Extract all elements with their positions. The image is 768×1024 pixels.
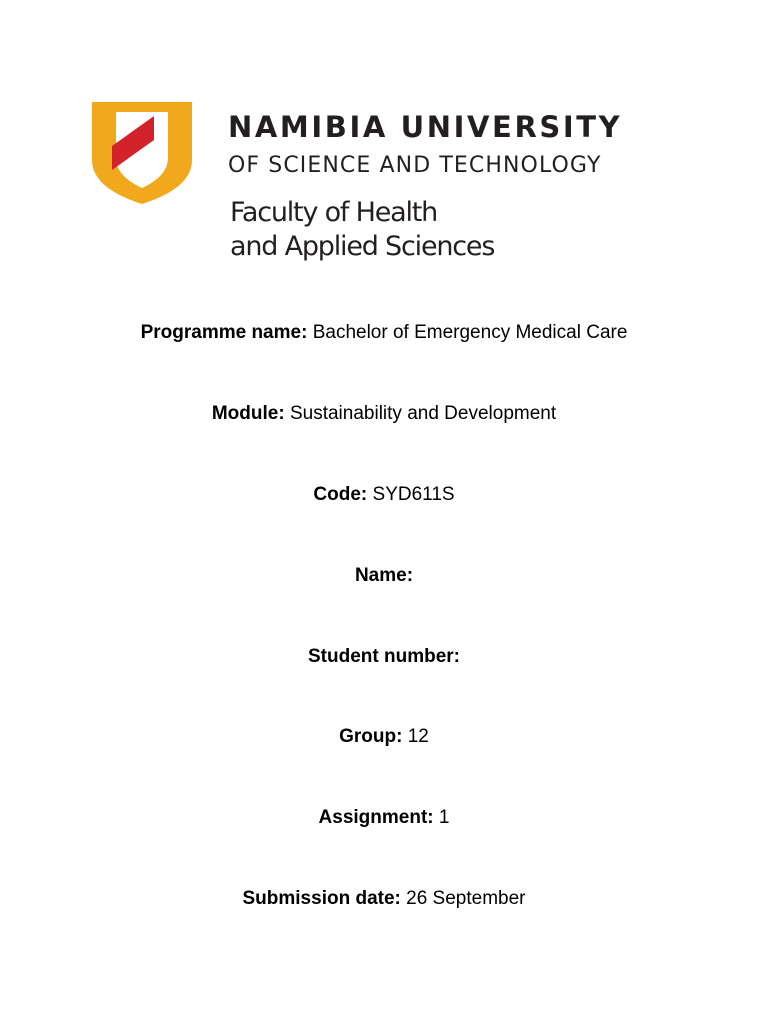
university-shield-logo [90, 96, 194, 204]
submission-date-label: Submission date: [242, 888, 401, 909]
code-label: Code: [313, 484, 368, 505]
module-label: Module: [211, 403, 285, 424]
name-field [0, 565, 768, 587]
assignment-value: 1 [438, 807, 450, 828]
code-field [0, 484, 768, 506]
faculty-line-1: Faculty of Health [230, 197, 438, 228]
faculty-name [230, 196, 494, 264]
submission-date-value: 26 September [406, 888, 526, 909]
shield-outline [92, 102, 192, 204]
group-field [0, 726, 768, 748]
university-name: NAMIBIA UNIVERSITY [228, 110, 623, 144]
programme-name-field [0, 322, 768, 344]
code-value: SYD611S [372, 484, 455, 505]
assignment-field [0, 807, 768, 829]
module-field [0, 403, 768, 425]
student-number-field [0, 646, 768, 668]
group-value: 12 [407, 726, 429, 747]
name-label: Name: [354, 565, 414, 586]
group-label: Group: [339, 726, 403, 747]
shield-top-bar [116, 102, 168, 112]
programme-name-value: Bachelor of Emergency Medical Care [312, 322, 628, 343]
programme-name-label: Programme name: [140, 322, 308, 343]
submission-date-field [0, 888, 768, 910]
faculty-line-2: and Applied Sciences [230, 231, 495, 262]
university-subtitle: OF SCIENCE AND TECHNOLOGY [228, 153, 602, 178]
assignment-label: Assignment: [318, 807, 434, 828]
student-number-label: Student number: [308, 646, 460, 667]
module-value: Sustainability and Development [289, 403, 557, 424]
